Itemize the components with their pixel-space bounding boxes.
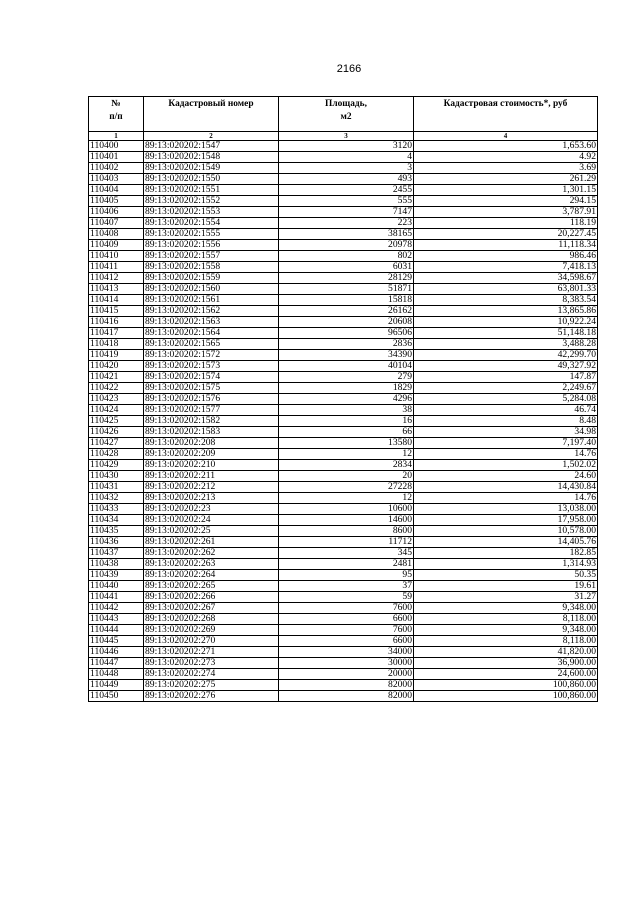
table-row [89,383,598,394]
table-header-row [89,97,598,132]
row-number: 110417 [89,328,144,339]
cost-value: 8,118.00 [414,614,598,625]
cost-value: 14,430.84 [414,482,598,493]
cadastral-number: 89:13:020202:264 [144,570,279,581]
cadastral-number: 89:13:020202:210 [144,460,279,471]
cost-value: 19.61 [414,581,598,592]
cost-value: 8,118.00 [414,636,598,647]
table-row [89,229,598,240]
row-number: 110449 [89,680,144,691]
area-value: 14600 [279,515,414,526]
cadastral-number: 89:13:020202:274 [144,669,279,680]
cost-value: 294.15 [414,196,598,207]
cadastral-number: 89:13:020202:1553 [144,207,279,218]
cadastral-number: 89:13:020202:1559 [144,273,279,284]
cost-value: 4.92 [414,152,598,163]
cost-value: 20,227.45 [414,229,598,240]
cost-value: 34.98 [414,427,598,438]
table-row [89,669,598,680]
row-number: 110409 [89,240,144,251]
area-value: 15818 [279,295,414,306]
cadastral-table [88,96,598,702]
cadastral-number: 89:13:020202:212 [144,482,279,493]
cadastral-number: 89:13:020202:1561 [144,295,279,306]
table-row [89,658,598,669]
cadastral-number: 89:13:020202:267 [144,603,279,614]
row-number: 110422 [89,383,144,394]
page-number: 2166 [336,63,362,75]
cost-value: 3.69 [414,163,598,174]
cadastral-number: 89:13:020202:1573 [144,361,279,372]
table-row [89,460,598,471]
area-value: 2455 [279,185,414,196]
table-row [89,526,598,537]
cost-value: 24.60 [414,471,598,482]
row-number: 110428 [89,449,144,460]
area-value: 27228 [279,482,414,493]
table-row [89,207,598,218]
table-row [89,592,598,603]
row-number: 110418 [89,339,144,350]
cost-value: 147.87 [414,372,598,383]
table-row [89,691,598,702]
area-value: 59 [279,592,414,603]
cost-value: 8,383.54 [414,295,598,306]
area-value: 555 [279,196,414,207]
cost-value: 14,405.76 [414,537,598,548]
cost-value: 36,900.00 [414,658,598,669]
area-value: 38165 [279,229,414,240]
row-number: 110411 [89,262,144,273]
table-row [89,548,598,559]
table-row [89,328,598,339]
cadastral-number: 89:13:020202:23 [144,504,279,515]
table-row [89,196,598,207]
row-number: 110425 [89,416,144,427]
table-row [89,405,598,416]
table-row [89,647,598,658]
table-row [89,361,598,372]
cadastral-number: 89:13:020202:261 [144,537,279,548]
cost-value: 14.76 [414,449,598,460]
row-number: 110442 [89,603,144,614]
row-number: 110421 [89,372,144,383]
row-number: 110447 [89,658,144,669]
cost-value: 34,598.67 [414,273,598,284]
row-number: 110438 [89,559,144,570]
table-row [89,284,598,295]
area-value: 802 [279,251,414,262]
cost-value: 51,148.18 [414,328,598,339]
table-row [89,141,598,152]
area-value: 4296 [279,394,414,405]
row-number: 110431 [89,482,144,493]
area-value: 6600 [279,614,414,625]
cadastral-number: 89:13:020202:1557 [144,251,279,262]
area-value: 3 [279,163,414,174]
row-number: 110445 [89,636,144,647]
table-row [89,262,598,273]
cost-value: 7,418.13 [414,262,598,273]
row-number: 110424 [89,405,144,416]
area-value: 20000 [279,669,414,680]
row-number: 110416 [89,317,144,328]
row-number: 110430 [89,471,144,482]
cost-value: 2,249.67 [414,383,598,394]
cost-value: 261.29 [414,174,598,185]
area-value: 7600 [279,603,414,614]
cadastral-number: 89:13:020202:262 [144,548,279,559]
cadastral-number: 89:13:020202:1550 [144,174,279,185]
area-value: 3120 [279,141,414,152]
table-row [89,493,598,504]
table-row [89,394,598,405]
table-row [89,372,598,383]
row-number: 110436 [89,537,144,548]
row-number: 110414 [89,295,144,306]
row-number: 110429 [89,460,144,471]
cost-value: 46.74 [414,405,598,416]
cadastral-number: 89:13:020202:276 [144,691,279,702]
row-number: 110412 [89,273,144,284]
cadastral-number: 89:13:020202:1583 [144,427,279,438]
area-value: 2481 [279,559,414,570]
cadastral-number: 89:13:020202:273 [144,658,279,669]
cadastral-number: 89:13:020202:1576 [144,394,279,405]
header-cadastral-cost: Кадастровая стоимость*, руб [414,97,598,132]
cost-value: 9,348.00 [414,625,598,636]
cost-value: 100,860.00 [414,680,598,691]
cost-value: 24,600.00 [414,669,598,680]
table-row [89,559,598,570]
row-number: 110439 [89,570,144,581]
table-row [89,163,598,174]
cost-value: 17,958.00 [414,515,598,526]
cost-value: 41,820.00 [414,647,598,658]
table-row [89,218,598,229]
row-number: 110420 [89,361,144,372]
row-number: 110450 [89,691,144,702]
table-row [89,537,598,548]
row-number: 110403 [89,174,144,185]
table-row [89,504,598,515]
area-value: 11712 [279,537,414,548]
cost-value: 10,922.24 [414,317,598,328]
area-value: 96506 [279,328,414,339]
cost-value: 49,327.92 [414,361,598,372]
cadastral-number: 89:13:020202:208 [144,438,279,449]
column-number: 3 [279,132,414,141]
table-row [89,515,598,526]
table-row [89,185,598,196]
cadastral-number: 89:13:020202:266 [144,592,279,603]
area-value: 493 [279,174,414,185]
area-value: 82000 [279,680,414,691]
cadastral-number: 89:13:020202:1547 [144,141,279,152]
table-row [89,317,598,328]
cadastral-number: 89:13:020202:270 [144,636,279,647]
cadastral-number: 89:13:020202:263 [144,559,279,570]
header-num: № п/п [89,97,144,132]
row-number: 110427 [89,438,144,449]
area-value: 12 [279,493,414,504]
row-number: 110440 [89,581,144,592]
cost-value: 1,301.15 [414,185,598,196]
area-value: 16 [279,416,414,427]
row-number: 110432 [89,493,144,504]
table-row [89,427,598,438]
table-body [89,141,598,702]
cost-value: 31.27 [414,592,598,603]
row-number: 110400 [89,141,144,152]
cost-value: 986.46 [414,251,598,262]
area-value: 38 [279,405,414,416]
area-value: 40104 [279,361,414,372]
area-value: 34390 [279,350,414,361]
cost-value: 1,653.60 [414,141,598,152]
area-value: 20608 [279,317,414,328]
area-value: 37 [279,581,414,592]
cost-value: 3,488.28 [414,339,598,350]
area-value: 30000 [279,658,414,669]
header-cadastral-number: Кадастровый номер [144,97,279,132]
row-number: 110407 [89,218,144,229]
cost-value: 118.19 [414,218,598,229]
cost-value: 50.35 [414,570,598,581]
row-number: 110406 [89,207,144,218]
cadastral-number: 89:13:020202:1565 [144,339,279,350]
area-value: 20978 [279,240,414,251]
row-number: 110437 [89,548,144,559]
area-value: 34000 [279,647,414,658]
row-number: 110441 [89,592,144,603]
row-number: 110413 [89,284,144,295]
column-number-row [89,132,598,141]
area-value: 20 [279,471,414,482]
area-value: 8600 [279,526,414,537]
area-value: 66 [279,427,414,438]
cadastral-number: 89:13:020202:1575 [144,383,279,394]
area-value: 7600 [279,625,414,636]
table-row [89,251,598,262]
cadastral-number: 89:13:020202:211 [144,471,279,482]
row-number: 110402 [89,163,144,174]
area-value: 4 [279,152,414,163]
cadastral-number: 89:13:020202:25 [144,526,279,537]
cost-value: 13,865.86 [414,306,598,317]
cadastral-number: 89:13:020202:1563 [144,317,279,328]
cadastral-number: 89:13:020202:1582 [144,416,279,427]
table-row [89,471,598,482]
cost-value: 5,284.08 [414,394,598,405]
cadastral-number: 89:13:020202:268 [144,614,279,625]
area-value: 95 [279,570,414,581]
table-row [89,438,598,449]
area-value: 6031 [279,262,414,273]
row-number: 110433 [89,504,144,515]
table-row [89,449,598,460]
table-row [89,482,598,493]
cadastral-number: 89:13:020202:1556 [144,240,279,251]
row-number: 110443 [89,614,144,625]
cadastral-number: 89:13:020202:1558 [144,262,279,273]
table-row [89,273,598,284]
area-value: 82000 [279,691,414,702]
column-number: 1 [89,132,144,141]
cadastral-number: 89:13:020202:1564 [144,328,279,339]
area-value: 6600 [279,636,414,647]
cadastral-number: 89:13:020202:271 [144,647,279,658]
cadastral-number: 89:13:020202:1562 [144,306,279,317]
cadastral-number: 89:13:020202:1577 [144,405,279,416]
table-row [89,570,598,581]
area-value: 2834 [279,460,414,471]
cost-value: 1,314.93 [414,559,598,570]
table-row [89,295,598,306]
row-number: 110410 [89,251,144,262]
column-number: 4 [414,132,598,141]
cadastral-number: 89:13:020202:209 [144,449,279,460]
row-number: 110423 [89,394,144,405]
cost-value: 11,118.34 [414,240,598,251]
area-value: 1829 [279,383,414,394]
row-number: 110444 [89,625,144,636]
table-row [89,614,598,625]
table-row [89,581,598,592]
cadastral-number: 89:13:020202:1549 [144,163,279,174]
table-row [89,636,598,647]
cost-value: 14.76 [414,493,598,504]
cost-value: 10,578.00 [414,526,598,537]
row-number: 110426 [89,427,144,438]
table-row [89,625,598,636]
cadastral-number: 89:13:020202:1551 [144,185,279,196]
cost-value: 63,801.33 [414,284,598,295]
cadastral-number: 89:13:020202:1555 [144,229,279,240]
area-value: 12 [279,449,414,460]
table-row [89,174,598,185]
table-row [89,350,598,361]
row-number: 110434 [89,515,144,526]
row-number: 110404 [89,185,144,196]
cost-value: 100,860.00 [414,691,598,702]
area-value: 2836 [279,339,414,350]
cadastral-number: 89:13:020202:265 [144,581,279,592]
table-row [89,680,598,691]
cost-value: 42,299.70 [414,350,598,361]
area-value: 223 [279,218,414,229]
cost-value: 1,502.02 [414,460,598,471]
area-value: 13580 [279,438,414,449]
cost-value: 7,197.40 [414,438,598,449]
cadastral-number: 89:13:020202:1574 [144,372,279,383]
table-row [89,306,598,317]
row-number: 110435 [89,526,144,537]
cadastral-number: 89:13:020202:24 [144,515,279,526]
table-row [89,603,598,614]
column-number: 2 [144,132,279,141]
cost-value: 9,348.00 [414,603,598,614]
cadastral-number: 89:13:020202:1554 [144,218,279,229]
row-number: 110419 [89,350,144,361]
table-row [89,152,598,163]
table-row [89,240,598,251]
area-value: 51871 [279,284,414,295]
cadastral-number: 89:13:020202:1548 [144,152,279,163]
row-number: 110446 [89,647,144,658]
row-number: 110415 [89,306,144,317]
cost-value: 8.48 [414,416,598,427]
area-value: 7147 [279,207,414,218]
cadastral-number: 89:13:020202:1560 [144,284,279,295]
area-value: 10600 [279,504,414,515]
cadastral-number: 89:13:020202:269 [144,625,279,636]
cadastral-number: 89:13:020202:213 [144,493,279,504]
area-value: 26162 [279,306,414,317]
row-number: 110408 [89,229,144,240]
row-number: 110401 [89,152,144,163]
row-number: 110448 [89,669,144,680]
row-number: 110405 [89,196,144,207]
header-area: Площадь, м2 [279,97,414,132]
table-row [89,339,598,350]
cost-value: 182.85 [414,548,598,559]
cadastral-number: 89:13:020202:1552 [144,196,279,207]
area-value: 28129 [279,273,414,284]
cadastral-number: 89:13:020202:1572 [144,350,279,361]
cost-value: 13,038.00 [414,504,598,515]
table-row [89,416,598,427]
area-value: 345 [279,548,414,559]
cost-value: 3,787.91 [414,207,598,218]
cadastral-number: 89:13:020202:275 [144,680,279,691]
area-value: 279 [279,372,414,383]
